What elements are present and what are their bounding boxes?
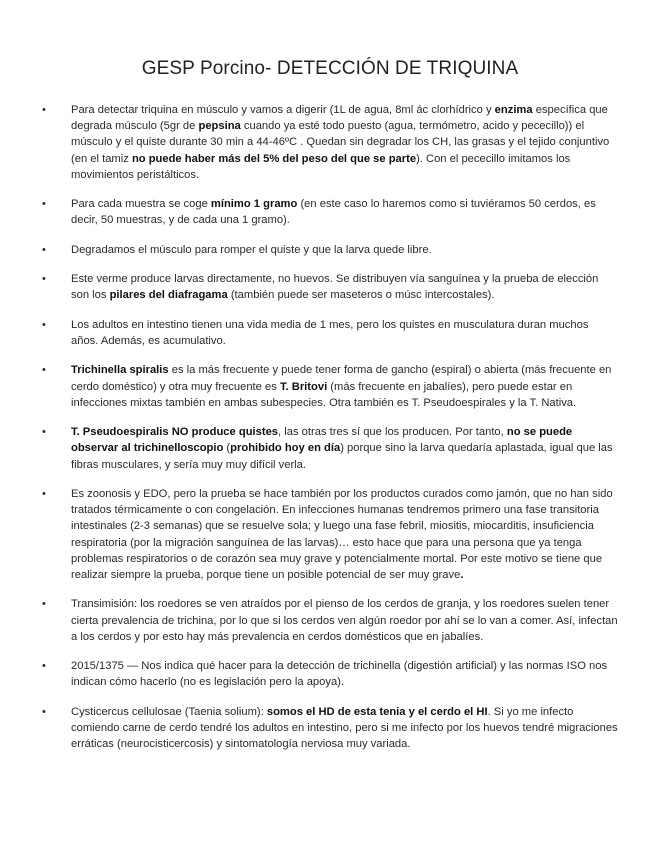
bullet-list xyxy=(42,102,618,752)
list-item-text xyxy=(71,426,613,470)
text-segment: . Si yo me infecto comiendo carne de cerdo tendré los adultos en intestino, pero si me infecto por los huevos tendré migraciones erráticas (neurocisticercosis) y sintomatología nerviosa muy variada. xyxy=(71,705,618,751)
page-title: GESP Porcino- DETECCIÓN DE TRIQUINA xyxy=(141,58,519,79)
bullet-icon: • xyxy=(42,364,46,377)
list-item xyxy=(42,196,618,228)
text-segment: Para detectar triquina en músculo y vamos a digerir (1L de agua, 8ml ác clorhídrico y xyxy=(71,104,495,116)
text-segment: Para cada muestra se coge xyxy=(71,198,211,211)
bold-text: prohibido hoy en día xyxy=(230,442,341,455)
bullet-icon: • xyxy=(42,426,46,439)
bullet-icon: • xyxy=(42,598,46,611)
bullet-icon: • xyxy=(42,243,46,256)
list-item-text xyxy=(71,660,607,688)
list-item-text xyxy=(71,364,611,408)
list-item xyxy=(42,486,618,583)
text-segment: ) porque sino la larva quedaría aplastada, igual que las fibras musculares, y sería muy muy difícil verla. xyxy=(71,442,613,471)
list-item-text xyxy=(71,244,432,256)
text-segment: (en este caso lo haremos como si tuviéramos 50 cerdos, es decir, 50 muestras, y de cada una 1 gramo). xyxy=(71,198,596,227)
text-segment: Este verme produce larvas directamente, no huevos. Se distribuyen vía sanguínea y la prueba de elección son los xyxy=(71,273,599,302)
text-segment: , las otras tres sí que los producen. Por tanto, xyxy=(278,426,507,439)
bullet-icon: • xyxy=(42,660,46,673)
list-item xyxy=(42,242,618,258)
list-item-text xyxy=(71,319,588,347)
list-item xyxy=(42,317,618,349)
text-segment: Transimisión: los roedores se ven atraídos por el pienso de los cerdos de granja, y los roedores suelen tener cierta prevalencia de trichina, por lo que si los cerdos ven algún roedor por ahí se lo van a comer. Así, infectan a los cerdos y por esto hay más prevalencia en cerdos domésticos que en jabalíes. xyxy=(71,598,618,643)
bullet-icon: • xyxy=(42,318,46,331)
text-segment: específica que degrada músculo (5gr de xyxy=(71,104,608,133)
bullet-icon: • xyxy=(42,104,46,116)
list-item xyxy=(42,424,618,473)
text-segment: ( xyxy=(223,442,231,455)
list-item xyxy=(42,658,618,690)
bold-text: enzima xyxy=(494,104,533,116)
bold-text: mínimo 1 gramo xyxy=(210,198,298,211)
bold-text: T. Pseudoespiralis NO produce quistes xyxy=(71,426,279,439)
list-item xyxy=(42,102,618,183)
text-segment: 2015/1375 — Nos indica qué hacer para la detección de trichinella (digestión artificial) y las normas ISO nos indican cómo hacerlo (no es legislación pero la apoya). xyxy=(71,660,608,689)
bullet-icon: • xyxy=(42,487,46,500)
text-segment: ). Con el pececillo imitamos los movimientos peristálticos. xyxy=(71,152,571,181)
text-segment: Es zoonosis y EDO, pero la prueba se hace también por los productos curados como jamón, que no han sido tratados térmicamente o con congelación. En infecciones humanas tendremos primero una fase transitoria intestinales (2-3 semanas) que se resuelve sola; y luego una fase febril, miositis, miocarditis, insuficiencia respiratoria (por la migración sanguínea de las larvas)… esto hace que para una persona que ya tenga problemas respiratorios o de corazón sea muy grave y potencialmente mortal. Por este motivo se tiene que realizar siempre la prueba, porque tiene un posible potencial de ser muy grave xyxy=(71,487,613,581)
list-item-text xyxy=(71,104,609,181)
list-item-text xyxy=(71,198,596,226)
bold-text: . xyxy=(460,568,464,581)
bold-text: pepsina xyxy=(198,120,241,133)
text-segment: Los adultos en intestino tienen una vida media de 1 mes, pero los quistes en musculatura duran muchos años. Además, es acumulativo. xyxy=(71,318,589,347)
text-segment: (más frecuente en jabalíes), pero puede estar en infecciones mixtas también en ambas subespecies. Otra también es T. Pseudoespirales y la T. Nativa. xyxy=(71,380,577,409)
text-segment: Cysticercus cellulosae (Taenia solium): xyxy=(71,705,267,718)
list-item-text xyxy=(71,598,618,642)
bullet-icon: • xyxy=(42,198,46,211)
bold-text: T. Britovi xyxy=(279,380,328,393)
list-item xyxy=(42,362,618,411)
bold-text: Trichinella spiralis xyxy=(71,364,169,377)
list-item xyxy=(42,596,618,645)
text-segment: es la más frecuente y puede tener forma de gancho (espiral) o abierta (más frecuente en cerdo doméstico) y otra muy frecuente es xyxy=(71,364,612,393)
list-item xyxy=(42,704,618,753)
text-segment: (también puede ser maseteros o músc intercostales). xyxy=(227,289,495,302)
text-segment: Degradamos el músculo para romper el quiste y que la larva quede libre. xyxy=(71,243,432,256)
list-item-text xyxy=(71,273,598,301)
bold-text: pilares del diafragama xyxy=(109,289,228,302)
bold-text: somos el HD de esta tenia y el cerdo el HI xyxy=(266,705,488,718)
list-item-text xyxy=(71,488,613,581)
bold-text: no se puede observar al trichinelloscopio xyxy=(71,426,573,455)
bullet-icon: • xyxy=(42,705,46,718)
list-item xyxy=(42,271,618,303)
list-item-text xyxy=(71,706,618,750)
text-segment: cuando ya esté todo puesto (agua, termómetro, acido y pececillo)) el músculo y el quiste durante 30 min a 44-46ºC . Quedan sin degradar los CH, las grasas y el tejido conjuntivo (en el tamiz xyxy=(71,120,610,165)
bullet-icon: • xyxy=(42,273,46,286)
bold-text: no puede haber más del 5% del peso del que se parte xyxy=(131,152,417,165)
